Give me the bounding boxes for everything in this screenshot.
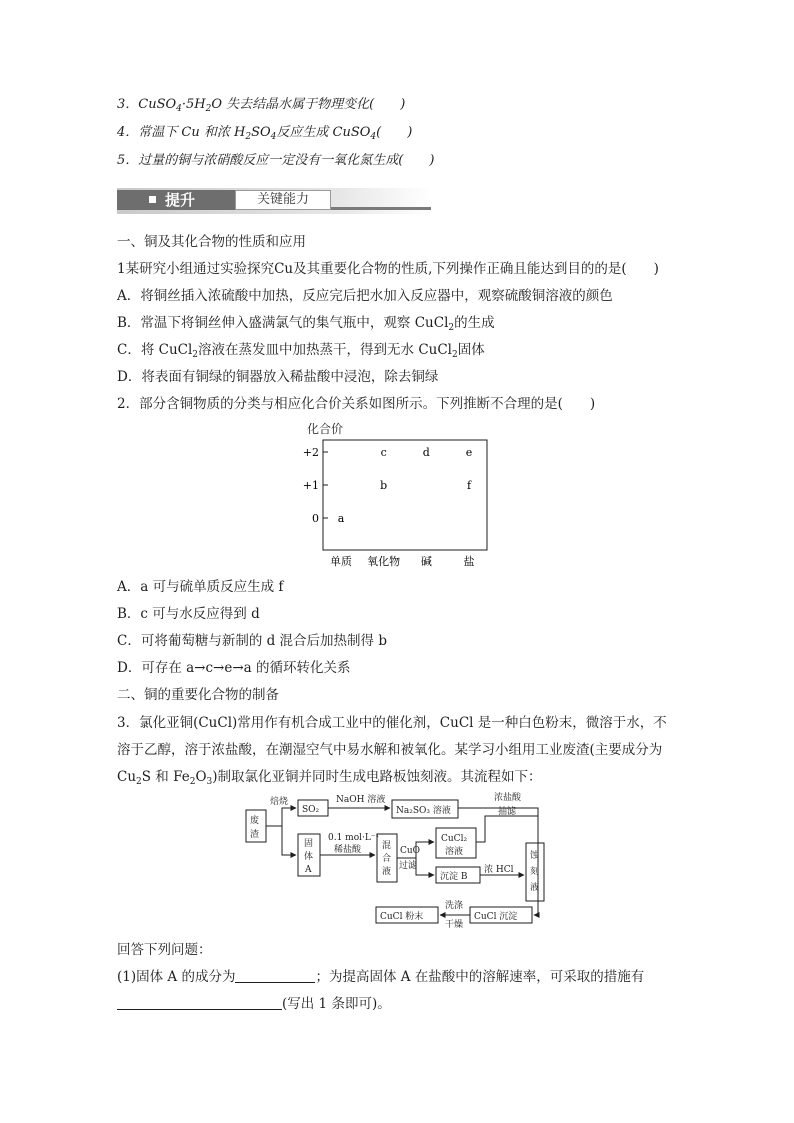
- section-banner: [117, 188, 431, 214]
- data-point-c: c: [380, 446, 387, 459]
- flow-cucl-powder: CuCl 粉末: [380, 912, 424, 922]
- q1-option-b: B．常温下将铜丝伸入盛满氯气的集气瓶中，观察 CuCl$_2$的生成: [117, 315, 495, 333]
- judgement-item-5: 5．过量的铜与浓硝酸反应一定没有一氧化氮生成( ): [117, 153, 435, 168]
- x-category-label: 氧化物: [367, 555, 401, 568]
- flow-suction: 抽滤: [498, 807, 517, 817]
- flow-dilute-hcl: 稀盐酸: [334, 845, 362, 855]
- flow-naoh: NaOH 溶液: [336, 795, 386, 805]
- section-heading-2: 二、铜的重要化合物的制备: [117, 687, 279, 703]
- q2-option-d: D．可存在 a→c→e→a 的循环转化关系: [117, 660, 351, 676]
- flow-waste-2: 渣: [250, 830, 260, 840]
- q2-option-a: A．a 可与硫单质反应生成 f: [117, 579, 284, 595]
- banner-subtitle: 关键能力: [256, 192, 309, 207]
- data-point-d: d: [422, 446, 430, 459]
- section-heading-1: 一、铜及其化合物的性质和应用: [117, 234, 306, 250]
- flow-wash: 洗涤: [445, 901, 464, 911]
- flow-etch-1: 蚀: [530, 851, 540, 861]
- y-tick-label: +2: [302, 446, 319, 459]
- judgement-item-4: 4．常温下 Cu 和浓 $H_2SO_4$反应生成 CuSO$_4$( ): [117, 125, 413, 142]
- flow-filter: 过滤: [399, 861, 418, 871]
- q3-line-3: $Cu_2S$ 和 $Fe_2O_3$)制取氯化亚铜并同时生成电路板蚀刻液。其流程如下：: [117, 769, 542, 787]
- flow-etch-2: 刻: [530, 867, 540, 877]
- flow-mixed-2: 合: [382, 854, 392, 864]
- data-point-f: f: [466, 479, 472, 492]
- flow-mixed-1: 混: [382, 841, 392, 851]
- flow-precip-b: 沉淀 B: [440, 872, 468, 882]
- flow-mixed-3: 液: [382, 867, 392, 877]
- y-tick-label: +1: [302, 479, 319, 492]
- answer-paren[interactable]: ): [381, 125, 413, 140]
- q2-stem: 2．部分含铜物质的分类与相应化合价关系如图所示。下列推断不合理的是( ): [117, 396, 596, 412]
- q3-line-2: 溶于乙醇，溶于浓盐酸，在潮湿空气中易水解和被氧化。某学习小组用工业废渣(主要成分为: [117, 742, 663, 758]
- flow-conc-hcl: 浓盐酸: [494, 793, 522, 803]
- flow-waste-1: 废: [250, 816, 260, 826]
- q1-option-c: C．将 CuCl$_2$溶液在蒸发皿中加热蒸干，得到无水 CuCl$_2$固体: [117, 342, 485, 360]
- valence-chart: [295, 420, 495, 570]
- q1-stem: 1某研究小组通过实验探究Cu及其重要化合物的性质,下列操作正确且能达到目的的是( ): [117, 261, 659, 277]
- flow-etch-3: 液: [530, 883, 540, 893]
- data-point-b: b: [380, 479, 388, 492]
- flow-na2so3: Na₂SO₃ 溶液: [396, 806, 451, 816]
- x-category-label: 盐: [463, 555, 475, 568]
- flow-cucl2: CuCl₂: [441, 834, 468, 844]
- q2-option-c: C．可将葡萄糖与新制的 d 混合后加热制得 b: [117, 633, 387, 649]
- q2-option-b: B．c 可与水反应得到 d: [117, 606, 260, 622]
- q1-option-d: D．将表面有铜绿的铜器放入稀盐酸中浸泡，除去铜绿: [117, 369, 439, 385]
- chart-ylabel: 化合价: [307, 422, 344, 436]
- flow-dry: 干燥: [445, 920, 464, 930]
- x-category-label: 碱: [420, 555, 432, 568]
- flow-roast: 焙烧: [270, 797, 289, 807]
- flow-solid-a-1: 固: [304, 839, 314, 849]
- answer-blank-2[interactable]: [117, 995, 282, 1010]
- flow-so2: SO₂: [302, 805, 320, 815]
- process-flow-diagram: [240, 790, 570, 930]
- q3-sub-1: (1)固体 A 的成分为 ；为提高固体 A 在盐酸中的溶解速率，可采取的措施有: [117, 969, 645, 985]
- q1-option-a: A．将铜丝插入浓硫酸中加热，反应完后把水加入反应器中，观察硫酸铜溶液的颜色: [117, 288, 613, 304]
- x-category-label: 单质: [330, 555, 352, 568]
- data-point-a: a: [337, 512, 345, 525]
- flow-cucl2-sol: 溶液: [445, 847, 464, 857]
- answer-paren[interactable]: ): [374, 97, 406, 112]
- answer-prompt: 回答下列问题：: [117, 942, 212, 958]
- answer-blank-1[interactable]: [235, 968, 315, 983]
- chart-frame: [323, 440, 487, 550]
- banner-title: 提升: [165, 191, 196, 209]
- y-tick-label: 0: [312, 512, 319, 525]
- flow-cucl-precip: CuCl 沉淀: [474, 912, 518, 922]
- flow-solid-a-2: 体: [304, 852, 314, 862]
- answer-paren[interactable]: ): [403, 153, 435, 168]
- q3-line-1: 3．氯化亚铜(CuCl)常用作有机合成工业中的催化剂，CuCl 是一种白色粉末，微溶于水，不: [117, 715, 667, 731]
- flow-conc-hcl-2: 浓 HCl: [484, 865, 514, 875]
- flow-acid-conc: 0.1 mol·L⁻¹: [328, 833, 380, 843]
- flow-solid-a-3: A: [305, 865, 312, 875]
- flow-cuo: CuO: [400, 846, 421, 856]
- square-bullet-icon: [149, 196, 156, 203]
- q3-sub-1-cont: (写出 1 条即可)。: [117, 995, 391, 1013]
- data-point-e: e: [465, 446, 473, 459]
- judgement-item-3: 3．$CuSO_4\cdot 5H_2O$ 失去结晶水属于物理变化( ): [117, 97, 406, 114]
